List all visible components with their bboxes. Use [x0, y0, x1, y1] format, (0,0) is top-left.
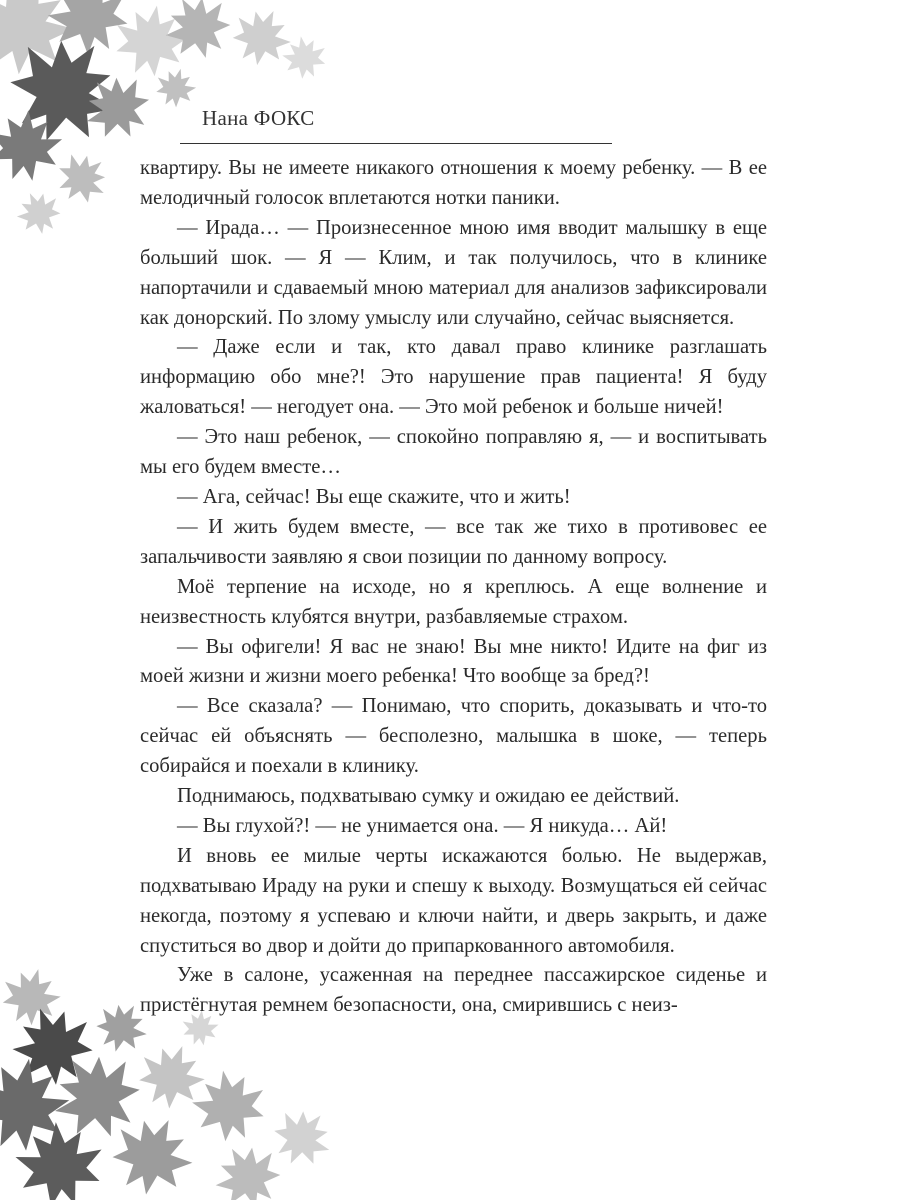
paragraph: — И жить будем вместе, — все так же тихо в противовес ее запальчивости заявляю я свои позиции по данному вопросу. [140, 515, 767, 568]
paragraph: Уже в салоне, усаженная на переднее пассажирское сиденье и пристёгнутая ремнем безопасности, она, смирившись с неиз- [140, 964, 767, 1017]
paragraph: Моё терпение на исходе, но я креплюсь. А еще волнение и неизвестность клубятся внутри, разбавляемые страхом. [140, 575, 767, 628]
paragraph: — Все сказала? — Понимаю, что спорить, доказывать и что-то сейчас ей объяснять — бесполезно, малышка в шоке, — теперь собирайся и поехали в клинику. [140, 695, 767, 778]
header-rule [180, 143, 612, 144]
paragraph: — Ирада… — Произнесенное мною имя вводит малышку в еще больший шок. — Я — Клим, и так получилось, что в клинике напортачили и сдаваемый мною материал для анализов зафиксировали как донорский. По злому умыслу или случайно, сейчас выясняется. [140, 216, 767, 329]
paragraph: — Вы офигели! Я вас не знаю! Вы мне никто! Идите на фиг из моей жизни и жизни моего ребенка! Что вообще за бред?! [140, 635, 767, 688]
paragraph: — Это наш ребенок, — спокойно поправляю я, — и воспитывать мы его будем вместе… [140, 426, 767, 479]
paragraph: — Ага, сейчас! Вы еще скажите, что и жить! [177, 485, 571, 508]
body-text [140, 154, 767, 1021]
paragraph: — Даже если и так, кто давал право клинике разглашать информацию обо мне?! Это нарушение прав пациента! Я буду жаловаться! — негодует она. — Это мой ребенок и больше ничей! [140, 336, 767, 419]
paragraph: И вновь ее милые черты искажаются болью. Не выдержав, подхватываю Ираду на руки и спешу к выходу. Возмущаться ей сейчас некогда, поэтому я успеваю и ключи найти, и дверь закрыть, и даже спуститься во двор и дойти до припаркованного автомобиля. [140, 844, 767, 957]
paragraph: квартиру. Вы не имеете никакого отношения к моему ребенку. — В ее мелодичный голосок вплетаются нотки паники. [140, 157, 767, 209]
paragraph: Поднимаюсь, подхватываю сумку и ожидаю ее действий. [177, 785, 680, 808]
paragraph: — Вы глухой?! — не унимается она. — Я никуда… Ай! [177, 814, 668, 837]
running-header-author: Нана ФОКС [202, 106, 315, 130]
